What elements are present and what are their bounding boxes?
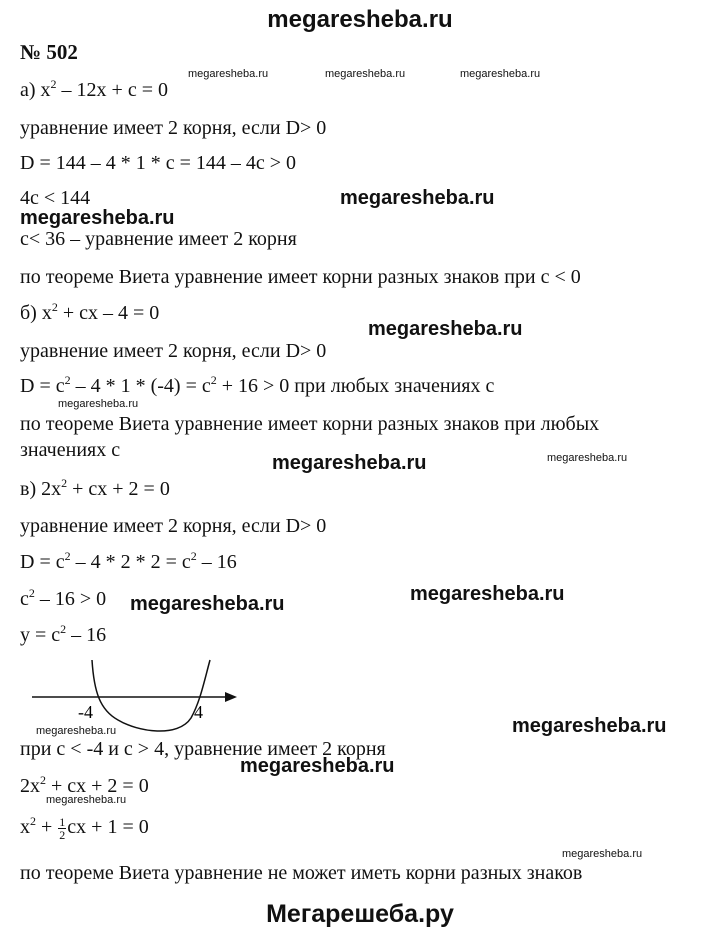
watermark: megaresheba.ru <box>272 452 427 474</box>
root-label-right: 4 <box>194 702 203 722</box>
text-line: $2x^2$ + cx + 2 = 0 <box>20 773 149 797</box>
watermark: megaresheba.ru <box>512 715 667 737</box>
text-line: $D = c^2 - 4 * 2 * 2 = c^2 - 16$ <box>20 549 237 573</box>
text-line: D = 144 – 4 * 1 * c = 144 – 4c > 0 <box>20 152 297 174</box>
problem-number: № 502 <box>20 40 78 64</box>
equation-c: в) $2x^2$ + cx + 2 = 0 <box>20 476 170 500</box>
watermark: megaresheba.ru <box>130 593 285 615</box>
text-line: 4c < 144 <box>20 187 91 209</box>
watermark: megaresheba.ru <box>340 187 495 209</box>
axis-arrow-icon <box>225 692 237 702</box>
text-line: уравнение имеет 2 корня, если D> 0 <box>20 340 327 362</box>
text-line: c< 36 – уравнение имеет 2 корня <box>20 228 297 250</box>
text-line: $y = c^2 - 16$ <box>20 622 107 646</box>
text-line: $D = c^2 - 4 * 1 * (-4) = c^2 + 16 > 0$ при любых значениях c <box>20 373 495 397</box>
watermark-small: megaresheba.ru <box>46 794 127 806</box>
watermark: megaresheba.ru <box>20 207 175 229</box>
parabola-curve <box>92 660 210 731</box>
root-label-left: -4 <box>78 702 93 722</box>
watermark: megaresheba.ru <box>410 583 565 605</box>
watermark-small: megaresheba.ru <box>547 452 628 464</box>
watermark-small: megaresheba.ru <box>36 725 117 737</box>
watermark-small: megaresheba.ru <box>58 398 139 410</box>
site-header[interactable]: megaresheba.ru <box>267 6 453 33</box>
text-line: по теореме Виета уравнение имеет корни разных знаков при c < 0 <box>20 266 581 288</box>
text-line: при c < -4 и c > 4, уравнение имеет 2 корня <box>20 738 386 760</box>
watermark-small: megaresheba.ru <box>460 68 541 80</box>
fraction: $\frac{1}{2}$ <box>59 814 66 842</box>
text-line: по теореме Виета уравнение имеет корни разных знаков при любых <box>20 413 600 435</box>
watermark-small: megaresheba.ru <box>562 848 643 860</box>
watermark-small: megaresheba.ru <box>325 68 406 80</box>
text-line: уравнение имеет 2 корня, если D> 0 <box>20 117 327 139</box>
watermark: megaresheba.ru <box>368 318 523 340</box>
equation-a: а) $x^2 - 12x + c = 0$ <box>20 77 168 101</box>
text-line: $x^2$ + $\frac{1}{2}$ cx + 1 = 0 <box>20 814 149 842</box>
text-line: $c^2 - 16 > 0$ <box>20 586 107 610</box>
watermark-small: megaresheba.ru <box>188 68 269 80</box>
site-footer[interactable]: Мегарешеба.ру <box>266 900 454 928</box>
watermark: megaresheba.ru <box>240 755 395 777</box>
text-line: значениях c <box>20 439 121 461</box>
text-line: по теореме Виета уравнение не может иметь корни разных знаков <box>20 862 583 884</box>
equation-b: б) $x^2$ + cx – 4 = 0 <box>20 300 160 324</box>
text-line: уравнение имеет 2 корня, если D> 0 <box>20 515 327 537</box>
